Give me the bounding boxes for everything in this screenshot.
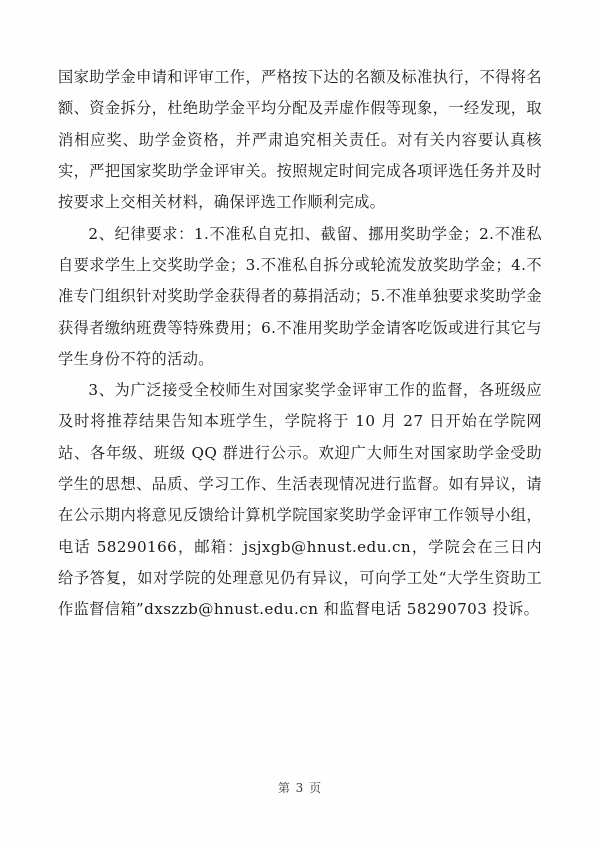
paragraph-discipline: 2、纪律要求：1.不准私自克扣、截留、挪用奖助学金；2.不准私自要求学生上交奖助学金；3.不准私自拆分或轮流发放奖助学金；4.不准专门组织针对奖助学金获得者的募捐活动；5.不准单独要求奖助学金获得者缴纳班费等特殊费用；6.不准用奖助学金请客吃饭或进行其它与学生身份不符的活动。 bbox=[58, 224, 542, 368]
page-footer: 第 3 页 bbox=[277, 781, 323, 795]
paragraph-continuation: 国家助学金申请和评审工作，严格按下达的名额及标准执行，不得将名额、资金拆分，杜绝助学金平均分配及弄虚作假等现象，一经发现，取消相应奖、助学金资格，并严肃追究相关责任。对有关内容要认真核实，严把国家奖助学金评审关。按照规定时间完成各项评选任务并及时按要求上交相关材料，确保评选工作顺利完成。 bbox=[58, 68, 542, 212]
document-body bbox=[58, 62, 542, 626]
paragraph-supervision: 3、为广泛接受全校师生对国家奖学金评审工作的监督，各班级应及时将推荐结果告知本班学生，学院将于 10 月 27 日开始在学院网站、各年级、班级 QQ 群进行公示。欢迎广大师生对国家助学金受助学生的思想、品质、学习工作、生活表现情况进行监督。如有异议，请在公示期内将意见反馈给计算机学院国家奖助学金评审工作领导小组，电话 58290166，邮箱：jsjxgb@hnust.edu.cn，学院会在三日内给予答复，如对学院的处理意见仍有异议，可向学工处“大学生资助工作监督信箱”dxszzb@hnust.edu.cn 和监督电话 58290703 投诉。 bbox=[58, 381, 542, 619]
